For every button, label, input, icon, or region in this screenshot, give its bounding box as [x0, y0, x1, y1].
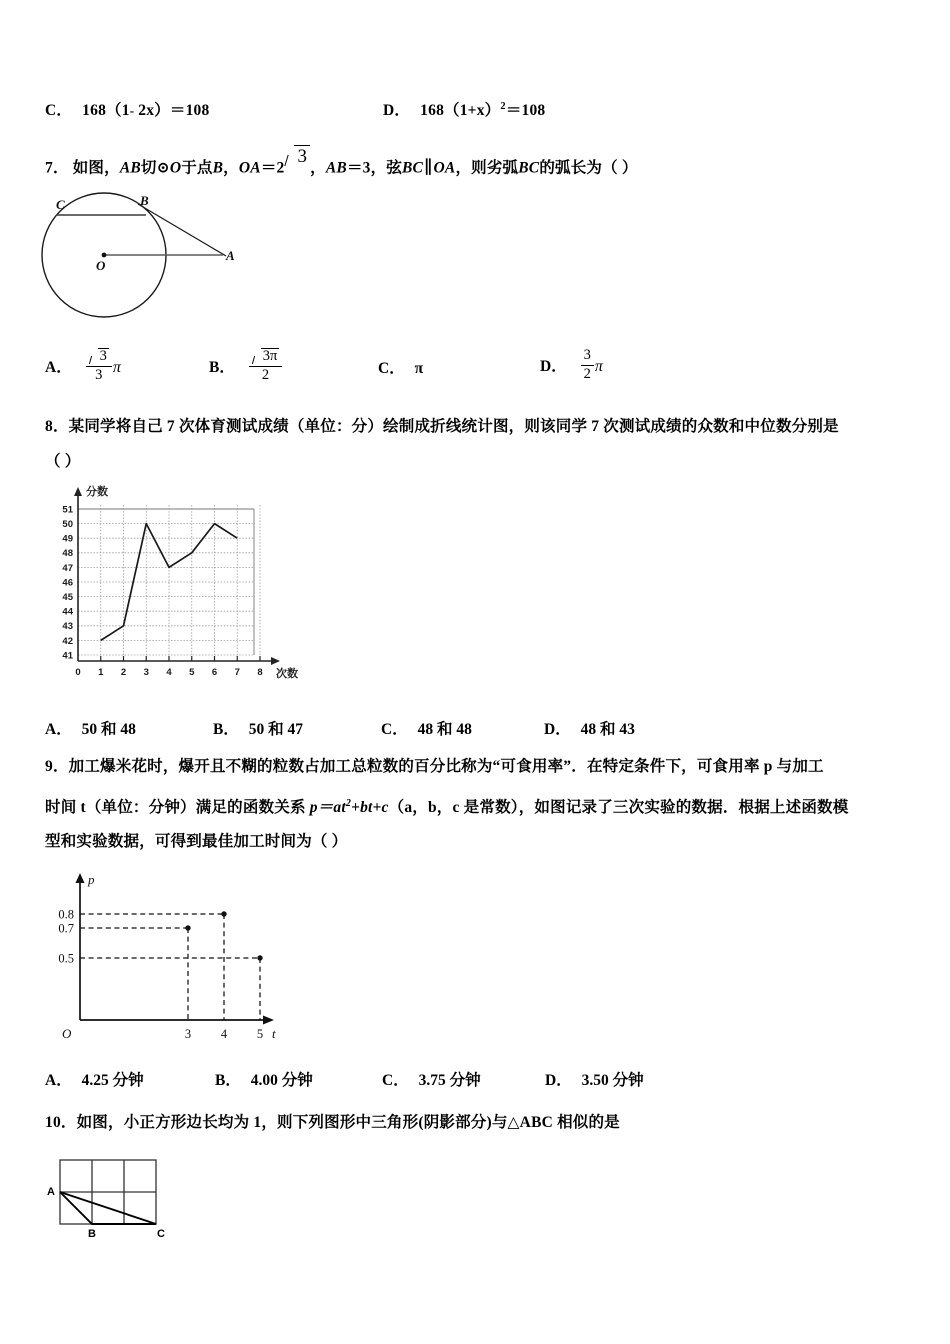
y-tick-label: 43	[62, 621, 73, 633]
q7-text-h: 的弧长为（ ）	[539, 159, 638, 177]
q7-circle-figure	[30, 182, 280, 312]
q6-option-c	[45, 98, 209, 120]
q8-option-b-text: 50 和 47	[248, 721, 303, 738]
x-tick-label: 6	[211, 667, 218, 678]
q8-number: 8．	[45, 418, 69, 435]
q7-option-d-value: $\frac{3}{2}$	[581, 348, 594, 382]
q7-option-c-value: π	[414, 360, 424, 377]
q9-number: 9．	[45, 758, 69, 775]
q6-option-c-label: C．	[45, 102, 73, 119]
y-tick-label: 41	[62, 650, 73, 662]
label-b: B	[140, 193, 149, 208]
q8-option-d	[544, 717, 635, 739]
q7-option-d	[540, 348, 603, 382]
q8-option-d-text: 48 和 43	[580, 721, 635, 738]
x-tick-label: 3	[143, 667, 149, 678]
q7-option-b-label: B．	[209, 359, 235, 377]
q7-text-e: ，	[310, 159, 326, 177]
q7-point-b: B	[212, 159, 224, 177]
grid-lines	[60, 1160, 156, 1224]
q8-option-a-label: A．	[45, 721, 72, 738]
q6-option-c-text: 168（1- 2x）＝108	[82, 102, 210, 119]
pi-symbol: π	[594, 358, 603, 376]
q9-option-a	[45, 1068, 144, 1090]
q8-option-c-text: 48 和 48	[417, 721, 472, 738]
origin-label: O	[62, 1026, 72, 1041]
triangle-abc	[60, 1192, 156, 1224]
q9-option-c-label: C．	[382, 1072, 409, 1089]
q8-option-c	[381, 717, 472, 739]
q7-seg-ab2: AB	[325, 159, 347, 177]
q9-line2-a: 时间 t（单位：分钟）满足的函数关系	[45, 799, 310, 816]
y-tick-label: 0.5	[58, 951, 74, 966]
y-tick-label: 45	[62, 592, 73, 603]
y-tick-label: 51	[62, 504, 73, 516]
data-point	[185, 925, 190, 930]
q7-eq1: ＝2	[260, 159, 285, 177]
q9-option-d-text: 3.50 分钟	[581, 1072, 644, 1089]
y-tick-label: 0.8	[58, 907, 74, 922]
q7-seg-oa: OA	[238, 159, 261, 177]
q8-answer-blank: （ ）	[45, 453, 81, 470]
q8-stem	[45, 412, 925, 441]
q8-line-chart	[48, 483, 298, 698]
minus-sign: -	[129, 103, 135, 118]
label-a: A	[226, 248, 235, 263]
q6-option-d-label: D．	[383, 102, 411, 119]
q10-number: 10．	[45, 1114, 77, 1131]
x-tick-label: 7	[234, 667, 240, 678]
label-c: C	[56, 197, 65, 212]
q7-chord-bc: BC	[402, 159, 424, 177]
q8-option-b-label: B．	[213, 721, 239, 738]
x-tick-label: 4	[166, 667, 172, 678]
x-axis-arrow	[263, 1016, 274, 1025]
q9-option-c-text: 3.75 分钟	[418, 1072, 481, 1089]
q7-seg-ab: AB	[119, 159, 141, 177]
x-tick-label: 4	[220, 1027, 228, 1041]
y-tick-label: 49	[62, 533, 73, 545]
q7-text-d: ，	[223, 159, 239, 177]
sqrt-icon: 3	[89, 348, 109, 365]
q7-seg-oa2: OA	[433, 159, 456, 177]
q7-option-b-value: $\frac{3\pi}{2}$	[249, 348, 283, 383]
q9-option-a-label: A．	[45, 1072, 72, 1089]
sqrt-icon: 3π	[252, 348, 280, 365]
q7-option-a-label: A．	[45, 359, 72, 377]
q8-option-d-label: D．	[544, 721, 571, 738]
y-axis-arrow	[76, 873, 85, 883]
x-tick-label: 0	[75, 667, 81, 678]
q9-option-b	[215, 1068, 313, 1090]
y-axis-arrow	[74, 487, 82, 496]
y-tick-label: 47	[62, 562, 73, 574]
y-tick-label: 42	[62, 635, 73, 647]
x-axis-arrow	[271, 657, 280, 665]
q7-text-c: 于点	[181, 159, 213, 177]
q7-text-g: ，则劣弧	[455, 159, 519, 177]
parallel-symbol: ∥	[424, 158, 433, 178]
tangent-ba	[138, 204, 226, 256]
q6-option-d	[383, 98, 545, 120]
q7-arc-bc: BC	[518, 159, 540, 177]
x-tick-label: 8	[257, 667, 263, 678]
data-point	[221, 911, 226, 916]
q7-option-a	[45, 348, 121, 383]
y-tick-label: 48	[62, 548, 73, 560]
q9-option-b-label: B．	[215, 1072, 241, 1089]
q9-option-c	[382, 1068, 481, 1090]
exponent: 2	[500, 100, 506, 112]
q9-formula-b: +bt+c	[351, 799, 389, 816]
y-axis-title: p	[88, 872, 95, 887]
q9-option-d-label: D．	[545, 1072, 572, 1089]
q8-line1: 某同学将自己 7 次体育测试成绩（单位：分）绘制成折线统计图，则该同学 7 次测试成绩的众数和中位数分别是	[68, 418, 839, 435]
q7-option-b	[209, 348, 283, 383]
q9-option-b-text: 4.00 分钟	[250, 1072, 313, 1089]
q9-stem-line1	[45, 752, 935, 781]
data-point	[257, 955, 262, 960]
q10-grid-figure	[44, 1152, 184, 1247]
q7-number: 7．	[45, 159, 69, 177]
sqrt-icon: 3	[284, 145, 310, 168]
q8-option-b	[213, 717, 303, 739]
q9-line2-b: （a，b，c 是常数），如图记录了三次实验的数据．根据上述函数模	[388, 799, 849, 816]
q9-scatter-figure	[50, 862, 300, 1050]
q9-line1: 加工爆米花时，爆开且不糊的粒数占加工总粒数的百分比称为“可食用率”．在特定条件下，可食用率 p 与加工	[68, 758, 824, 775]
x-tick-label: 1	[98, 667, 104, 678]
label-b: B	[88, 1228, 96, 1240]
q9-stem-line2	[45, 793, 935, 822]
q7-stem	[45, 145, 638, 177]
q9-stem-line3: 型和实验数据，可得到最佳加工时间为（ ）	[45, 833, 348, 850]
q7-option-d-label: D．	[540, 358, 567, 376]
q9-option-d	[545, 1068, 644, 1090]
q8-option-a-text: 50 和 48	[81, 721, 136, 738]
q7-text-a: 如图，	[72, 159, 120, 177]
x-tick-label: 2	[120, 667, 127, 678]
q9-formula-a: p＝at	[309, 799, 346, 816]
q7-eq2: ＝3，	[346, 159, 387, 177]
q9-formula-exponent: 2	[345, 797, 352, 809]
q10-stem	[45, 1108, 935, 1137]
q7-point-o: O	[169, 159, 182, 177]
q7-option-a-value: $\frac{3}{3}$	[86, 348, 112, 383]
x-tick-label: 3	[184, 1027, 192, 1041]
q8-option-c-label: C．	[381, 721, 408, 738]
label-a: A	[47, 1186, 55, 1198]
q8-option-a	[45, 717, 136, 739]
label-c: C	[157, 1228, 165, 1240]
q7-option-c	[378, 356, 423, 378]
x-axis-title: 次数	[276, 668, 298, 680]
y-tick-label: 46	[62, 577, 73, 589]
q6-option-d-text: $168(1+x)^2=108$	[420, 100, 546, 119]
q9-option-a-text: 4.25 分钟	[81, 1072, 144, 1089]
pi-symbol: π	[112, 359, 121, 377]
y-tick-label: 0.7	[58, 921, 74, 936]
x-tick-label: 5	[189, 667, 195, 678]
center-point	[102, 253, 107, 258]
q10-text: 如图，小正方形边长均为 1，则下列图形中三角形(阴影部分)与△ABC 相似的是	[76, 1114, 620, 1131]
x-axis-title: t	[272, 1026, 276, 1041]
label-o: O	[96, 258, 106, 273]
y-tick-label: 50	[62, 519, 73, 530]
q7-text-b: 切⊙	[140, 159, 170, 177]
q7-option-c-label: C．	[378, 360, 405, 377]
y-axis-title: 分数	[86, 486, 108, 498]
y-tick-label: 44	[62, 606, 73, 618]
q7-text-f: 弦	[386, 159, 403, 177]
x-tick-label: 5	[256, 1027, 264, 1041]
